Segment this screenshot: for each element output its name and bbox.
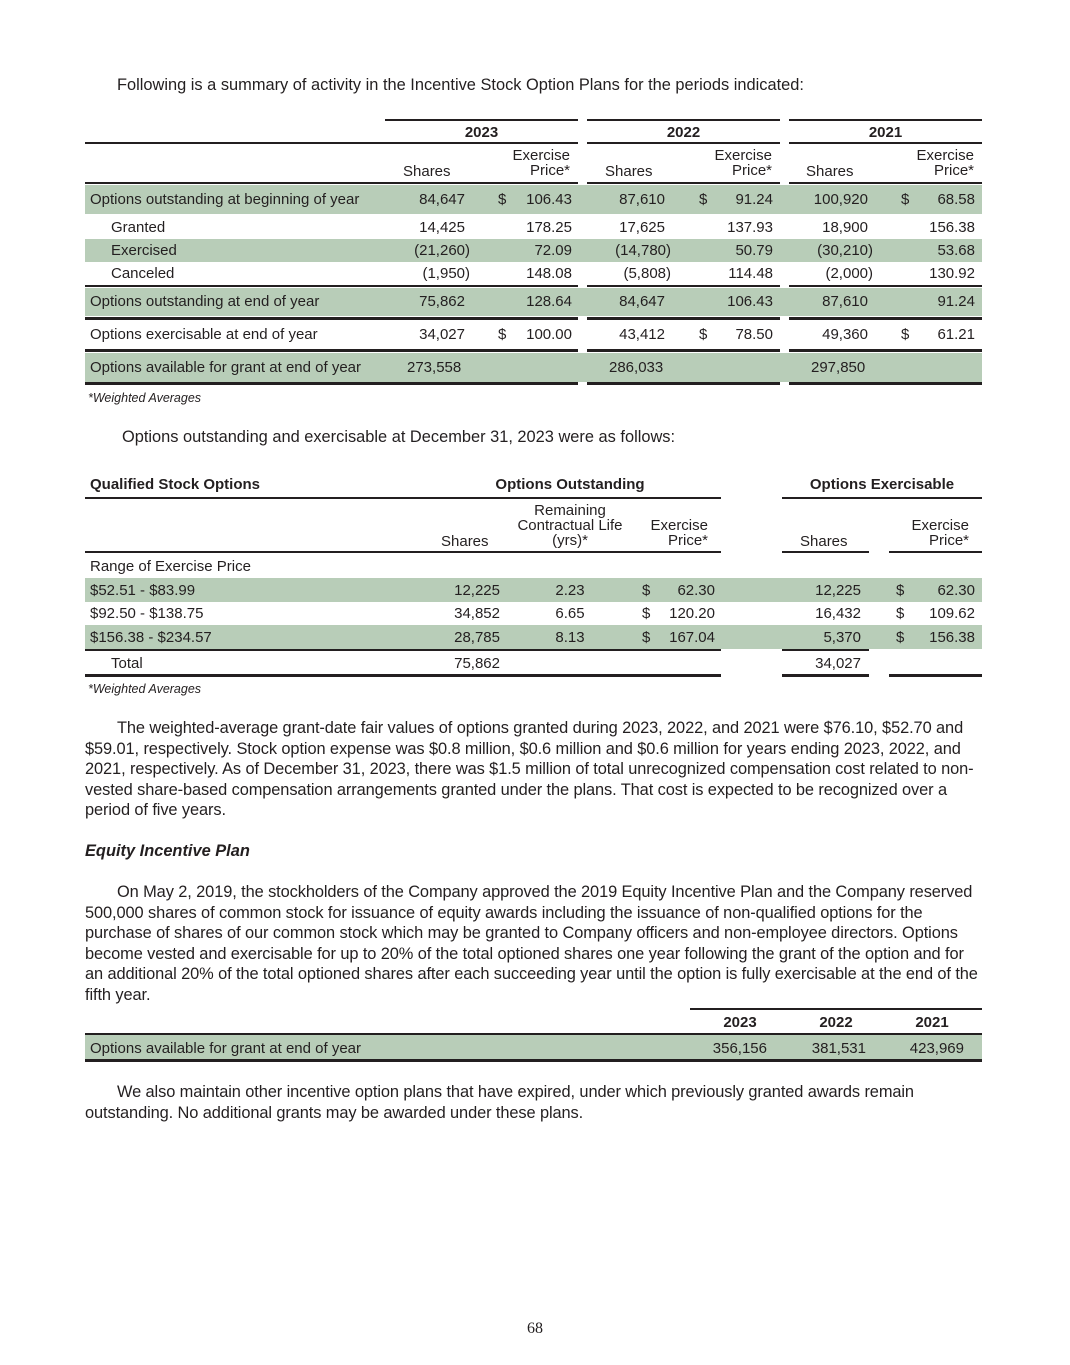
table-row: Canceled (1,950) 148.08 (5,808) 114.48 (2,000) 130.92 [111, 265, 975, 282]
table-row: $156.38 - $234.57 28,785 8.13 $ 167.04 5,370 $ 156.38 [85, 625, 982, 649]
total-label: Total [111, 655, 143, 672]
table-row: Options available for grant at end of year 273,558 286,033 297,850 [85, 353, 982, 382]
col-header-shares-2022: Shares [605, 163, 653, 180]
footnote: *Weighted Averages [88, 391, 202, 405]
footnote: *Weighted Averages [88, 682, 202, 696]
table-row: Options available for grant at end of year 356,156 381,531 423,969 [85, 1035, 982, 1059]
table-row: Options exercisable at end of year 34,027 $ 100.00 43,412 $ 78.50 49,360 $ 61.21 [90, 326, 975, 343]
col-header-price: Exercise Price* [650, 517, 708, 549]
year-header-2022: 2022 [666, 124, 701, 141]
intro-text: Following is a summary of activity in the Incentive Stock Option Plans for the periods indicated: [117, 76, 804, 94]
table-row: Exercised (21,260) 72.09 (14,780) 50.79 (30,210) 53.68 [85, 239, 982, 262]
table-row: Options outstanding at end of year 75,862 128.64 84,647 106.43 87,610 91.24 [85, 288, 982, 316]
outstanding-intro: Options outstanding and exercisable at December 31, 2023 were as follows: [122, 428, 676, 446]
total-shares: 75,862 [454, 655, 500, 672]
total-ex-shares: 34,027 [815, 655, 861, 672]
group-outstanding: Options Outstanding [495, 476, 645, 493]
year-header-2023: 2023 [464, 124, 499, 141]
section-heading-equity-incentive-plan: Equity Incentive Plan [85, 842, 250, 860]
paragraph-equity-plan: On May 2, 2019, the stockholders of the Company approved the 2019 Equity Incentive Plan and the Company reserved 500,000 shares of common stock for issuance of equity awards including the issuance of non-qualified options for the purchase of shares of our common stock which may be granted to Company officers and non-employee directors. Options become vested and exercisable for up to 20% of the total optioned shares one year following the grant of the option and for an additional 20% of the total optioned shares after each succeeding year until the option is fully exercisable at the end of the fifth year. [85, 883, 978, 1004]
table-row: Options outstanding at beginning of year 84,647 $ 106.43 87,610 $ 91.24 100,920 $ 68.58 [85, 185, 982, 214]
col-header-life: Remaining Contractual Life (yrs)* [517, 502, 623, 549]
table-row: $92.50 - $138.75 34,852 6.65 $ 120.20 16,432 $ 109.62 [90, 605, 975, 622]
table-title: Qualified Stock Options [90, 476, 261, 493]
col-header-shares-2023: Shares [403, 163, 451, 180]
group-exercisable: Options Exercisable [809, 476, 955, 493]
col-header-price-2023: Exercise Price* [512, 147, 570, 179]
table-row: $52.51 - $83.99 12,225 2.23 $ 62.30 12,225 $ 62.30 [85, 578, 982, 602]
page-number: 68 [527, 1320, 543, 1337]
paragraph-fair-value: The weighted-average grant-date fair values of options granted during 2023, 2022, and 2021 were $76.10, $52.70 and $59.01, respectively. Stock option expense was $0.8 million, $0.6 million and $0.6 million for years ending 2023, 2022, and 2021, respectively. As of December 31, 2023, there was $1.5 million of total unrecognized compensation cost related to non-vested share-based compensation arrangements granted under the plans. That cost is expected to be recognized over a period of five years. [85, 719, 974, 819]
col-header-price-2021: Exercise Price* [916, 147, 974, 179]
table-row: Granted 14,425 178.25 17,625 137.93 18,900 156.38 [111, 219, 975, 236]
year-header-2021: 2021 [868, 124, 903, 141]
col-header-price-2022: Exercise Price* [714, 147, 772, 179]
col-header-ex-price: Exercise Price* [911, 517, 969, 549]
col-header-shares-2021: Shares [806, 163, 854, 180]
range-label: Range of Exercise Price [90, 558, 251, 575]
paragraph-other-plans: We also maintain other incentive option plans that have expired, under which previously granted awards remain outstanding. No additional grants may be awarded under these plans. [85, 1083, 914, 1122]
